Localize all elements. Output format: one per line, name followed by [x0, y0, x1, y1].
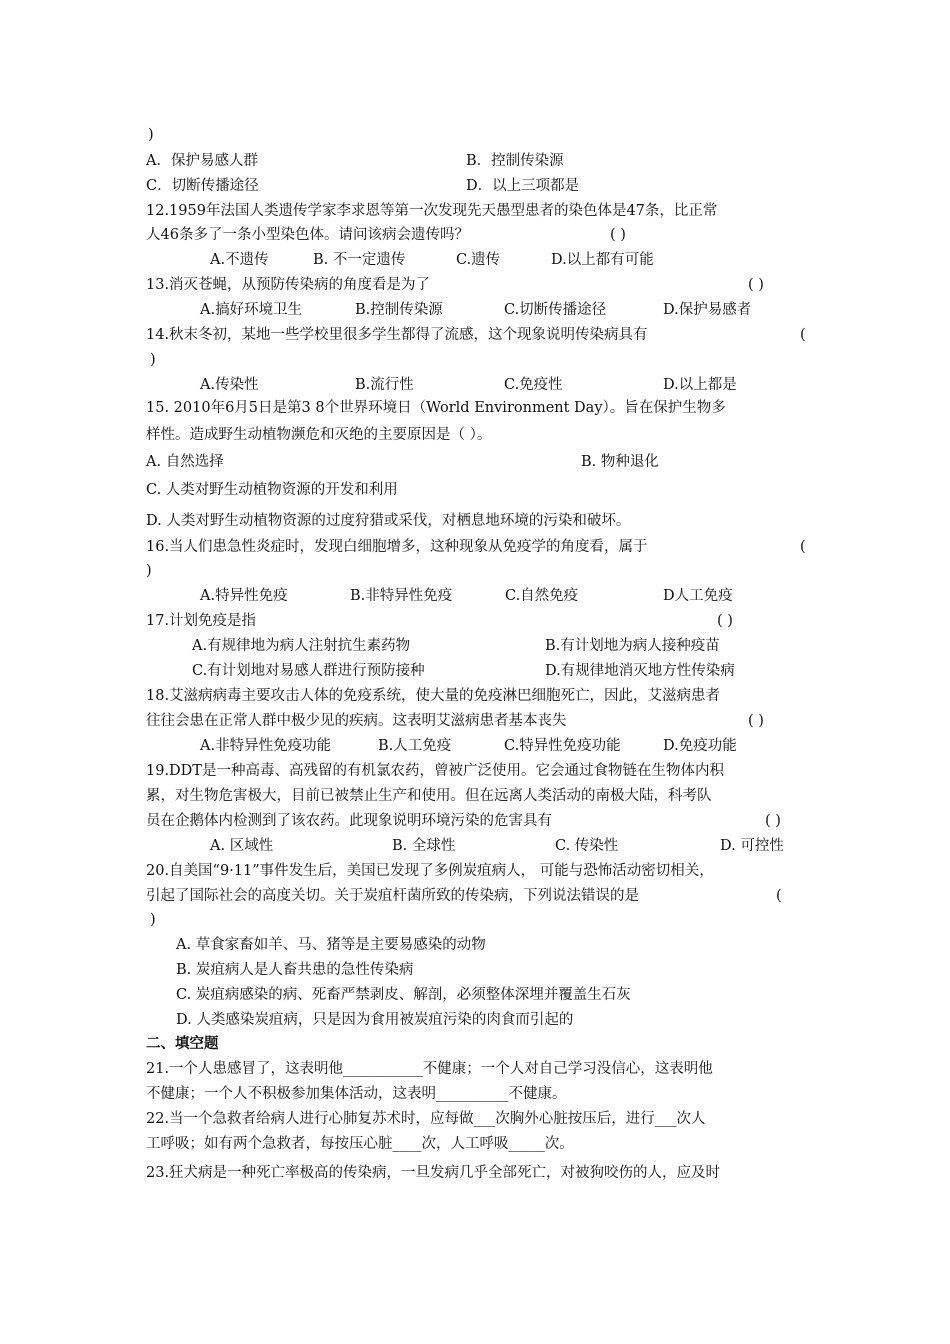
- q18-stem-line1: 18.艾滋病病毒主要攻击人体的免疫系统，使大量的免疫淋巴细胞死亡，因此，艾滋病患者: [146, 688, 721, 704]
- q19-option-d: D. 可控性: [720, 838, 784, 854]
- q18-stem-line2: 往往会患在正常人群中极少见的疾病。这表明艾滋病患者基本丧失: [146, 713, 567, 729]
- q20-stem-line2: 引起了国际社会的高度关切。关于炭疽杆菌所致的传染病，下列说法错误的是: [146, 888, 639, 904]
- q13-stem: 13.消灭苍蝇，从预防传染病的角度看是为了: [146, 277, 431, 293]
- q11-paren-close: ): [148, 127, 154, 143]
- q14-option-a: A.传染性: [200, 377, 259, 393]
- q17-option-d: D.有规律地消灭地方性传染病: [545, 663, 735, 679]
- q13-option-b: B.控制传染源: [355, 302, 443, 318]
- q19-stem-line2: 累，对生物危害极大，目前已被禁止生产和使用。但在远离人类活动的南极大陆，科考队: [146, 788, 712, 804]
- q14-paren-close: ): [150, 352, 156, 368]
- q13-answer-paren: ( ): [748, 277, 764, 293]
- q15-option-b: B. 物种退化: [581, 454, 659, 470]
- q22-line1: 22.当一个急救者给病人进行心肺复苏术时，应每做___次胸外心脏按压后，进行___次人: [146, 1111, 706, 1127]
- q17-option-b: B.有计划地为病人接种疫苗: [545, 638, 720, 654]
- q20-stem-line1: 20.自美国“9·11”事件发生后，美国已发现了多例炭疽病人， 可能与恐怖活动密切相关，: [146, 863, 714, 879]
- q12-option-c: C.遗传: [456, 252, 501, 268]
- q18-answer-paren: ( ): [748, 713, 764, 729]
- q15-option-a: A. 自然选择: [146, 454, 224, 470]
- q14-paren-open: (: [800, 327, 806, 343]
- q21-line1: 21.一个人患感冒了，这表明他___________不健康；一个人对自己学习没信心，这表明他: [146, 1061, 713, 1077]
- q17-answer-paren: ( ): [717, 613, 733, 629]
- q16-paren-close: ): [146, 563, 152, 579]
- q14-option-c: C.免疫性: [504, 377, 563, 393]
- q19-option-c: C. 传染性: [555, 838, 619, 854]
- q13-option-a: A.搞好环境卫生: [200, 302, 303, 318]
- q17-option-c: C.有计划地对易感人群进行预防接种: [192, 663, 425, 679]
- q11-option-c: C．切断传播途径: [146, 178, 259, 194]
- section-heading-fill-in: 二、填空题: [146, 1036, 219, 1052]
- q20-paren-open: (: [776, 888, 782, 904]
- q19-answer-paren: ( ): [765, 813, 781, 829]
- q18-option-b: B.人工免疫: [378, 738, 452, 754]
- q20-option-d: D. 人类感染炭疽病，只是因为食用被炭疽污染的肉食而引起的: [176, 1012, 574, 1028]
- q12-stem-line2: 人46条多了一条小型染色体。请问该病会遗传吗？: [146, 227, 469, 243]
- q16-option-b: B.非特异性免疫: [350, 588, 453, 604]
- q12-option-d: D.以上都有可能: [551, 252, 654, 268]
- q16-stem-line1: 16.当人们患急性炎症时，发现白细胞增多，这种现象从免疫学的角度看，属于: [146, 539, 648, 555]
- q11-option-a: A．保护易感人群: [146, 153, 258, 169]
- q12-option-a: A.不遗传: [210, 252, 269, 268]
- q14-option-d: D.以上都是: [663, 377, 737, 393]
- q11-option-d: D．以上三项都是: [466, 178, 580, 194]
- q17-stem: 17.计划免疫是指: [146, 613, 257, 629]
- q21-line2: 不健康；一个人不积极参加集体活动，这表明__________不健康。: [146, 1086, 567, 1102]
- q15-option-c: C. 人类对野生动植物资源的开发和利用: [146, 482, 398, 498]
- q18-option-d: D.免疫功能: [663, 738, 737, 754]
- q20-option-a: A. 草食家畜如羊、马、猪等是主要易感染的动物: [176, 937, 486, 953]
- q19-option-a: A. 区域性: [210, 838, 274, 854]
- q15-stem-line1: 15. 2010年6月5日是第3 8个世界环境日（World Environment Day）。旨在保护生物多: [146, 400, 726, 416]
- q16-option-c: C.自然免疫: [505, 588, 579, 604]
- q18-option-a: A.非特异性免疫功能: [200, 738, 332, 754]
- q16-option-a: A.特异性免疫: [200, 588, 288, 604]
- q16-option-d: D人工免疫: [663, 588, 733, 604]
- q19-option-b: B. 全球性: [392, 838, 456, 854]
- q17-option-a: A.有规律地为病人注射抗生素药物: [192, 638, 411, 654]
- q13-option-d: D.保护易感者: [663, 302, 752, 318]
- q16-paren-open: (: [800, 539, 806, 555]
- q18-option-c: C.特异性免疫功能: [504, 738, 621, 754]
- q20-paren-close: ): [150, 912, 156, 928]
- q23-line1: 23.狂犬病是一种死亡率极高的传染病，一旦发病几乎全部死亡，对被狗咬伤的人，应及时: [146, 1165, 721, 1181]
- q19-stem-line1: 19.DDT是一种高毒、高残留的有机氯农药，曾被广泛使用。它会通过食物链在生物体内积: [146, 763, 724, 779]
- q12-answer-paren: ( ): [610, 227, 626, 243]
- q12-option-b: B. 不一定遗传: [313, 252, 406, 268]
- q13-option-c: C.切断传播途径: [504, 302, 607, 318]
- q15-stem-line2: 样性。造成野生动植物濒危和灭绝的主要原因是（ ）。: [146, 427, 492, 443]
- q12-stem-line1: 12.1959年法国人类遗传学家李求恩等第一次发现先天愚型患者的染色体是47条，比正常: [146, 203, 718, 219]
- q11-option-b: B．控制传染源: [466, 153, 564, 169]
- q14-option-b: B.流行性: [355, 377, 414, 393]
- q22-line2: 工呼吸；如有两个急救者，每按压心脏____次，人工呼吸_____次。: [146, 1136, 574, 1152]
- q19-stem-line3: 员在企鹅体内检测到了该农药。此现象说明环境污染的危害具有: [146, 813, 552, 829]
- q20-option-b: B. 炭疽病人是人畜共患的急性传染病: [176, 962, 414, 978]
- q20-option-c: C. 炭疽病感染的病、死畜严禁剥皮、解剖，必须整体深埋并覆盖生石灰: [176, 987, 631, 1003]
- q15-option-d: D. 人类对野生动植物资源的过度狩猎或采伐，对栖息地环境的污染和破坏。: [146, 513, 631, 529]
- q14-stem-line1: 14.秋末冬初，某地一些学校里很多学生都得了流感，这个现象说明传染病具有: [146, 327, 648, 343]
